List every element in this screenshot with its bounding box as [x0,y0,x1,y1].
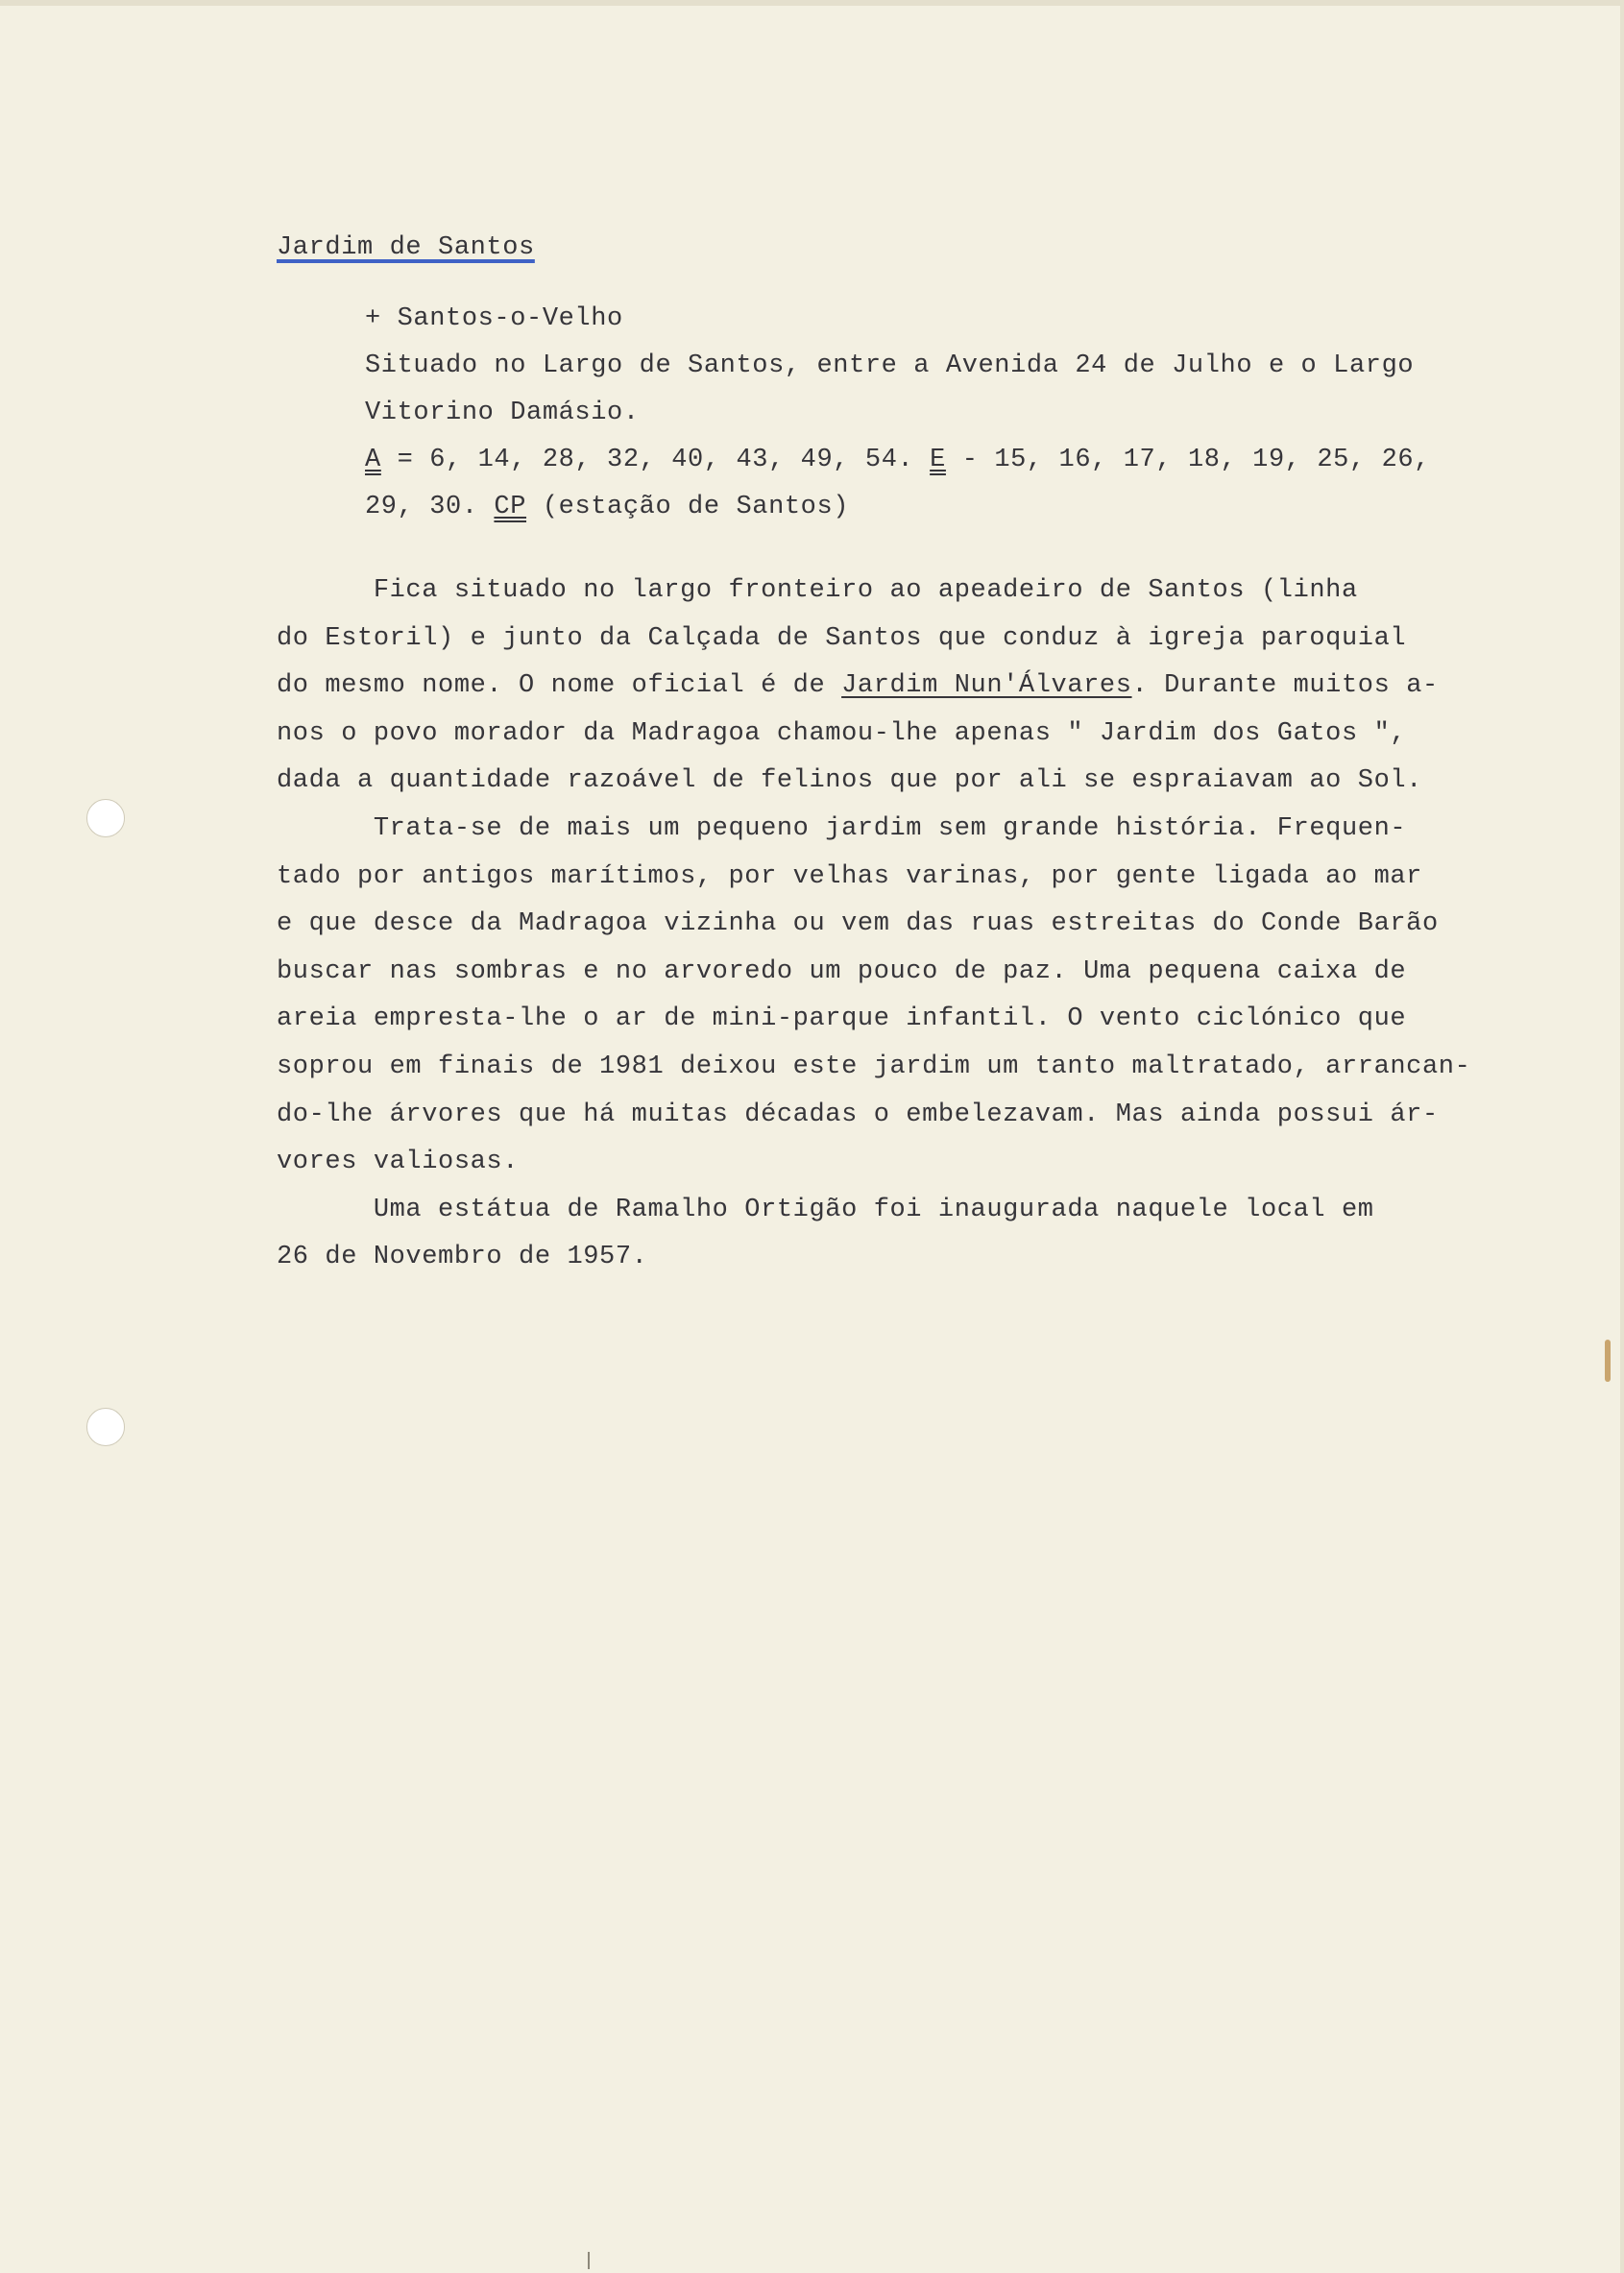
body-line-7: tado por antigos marítimos, por velhas varinas, por gente ligada ao mar [277,861,1422,891]
body-line-3: do mesmo nome. O nome oficial é de [277,671,842,701]
body-line-4: nos o povo morador da Madragoa chamou-lhe apenas " Jardim dos Gatos ", [277,718,1407,748]
body-line-8: e que desce da Madragoa vizinha ou vem das ruas estreitas do Conde Barão [277,909,1439,939]
binder-mark [1605,1340,1611,1382]
body-line-12: do-lhe árvores que há muitas décadas o embelezavam. Mas ainda possui ár- [277,1100,1439,1129]
bus-label: A [365,446,381,474]
train-label: CP [494,493,527,521]
body-line-14: Uma estátua de Ramalho Ortigão foi inaugurada naquele local em [277,1195,1374,1224]
tram-label: E [930,446,946,474]
tram-lines-2: 29, 30. [365,493,495,521]
location-line-2: Vitorino Damásio. [365,399,640,427]
body-line-2: do Estoril) e junto da Calçada de Santos que conduz à igreja paroquial [277,623,1407,653]
body-text [277,568,1470,1282]
bus-lines: = 6, 14, 28, 32, 40, 43, 49, 54. [380,446,931,474]
body-line-3-end: . Durante muitos a- [1131,671,1439,701]
page-top-edge [0,0,1624,6]
official-name: Jardim Nun'Álvares [841,671,1132,701]
document-title [277,232,535,264]
parish-line: + Santos-o-Velho [365,304,623,333]
punch-hole-lower [86,1408,125,1446]
page-right-edge [1620,0,1624,2273]
body-line-15: 26 de Novembro de 1957. [277,1243,648,1272]
body-line-13: vores valiosas. [277,1148,520,1177]
location-info-block [365,296,1430,531]
body-line-6: Trata-se de mais um pequeno jardim sem grande história. Frequen- [277,813,1407,843]
location-line-1: Situado no Largo de Santos, entre a Avenida 24 de Julho e o Largo [365,351,1415,380]
paper-mark [588,2252,590,2269]
body-line-10: areia empresta-lhe o ar de mini-parque infantil. O vento ciclónico que [277,1004,1407,1034]
body-line-9: buscar nas sombras e no arvoredo um pouco de paz. Uma pequena caixa de [277,956,1407,986]
train-station: (estação de Santos) [526,493,850,521]
punch-hole-upper [86,799,125,837]
document-title-text: Jardim de Santos [277,233,535,262]
tram-lines-1: - 15, 16, 17, 18, 19, 25, 26, [945,446,1431,474]
body-line-5: dada a quantidade razoável de felinos que por ali se espraiavam ao Sol. [277,766,1422,796]
body-line-11: soprou em finais de 1981 deixou este jardim um tanto maltratado, arrancan- [277,1052,1471,1081]
body-line-1: Fica situado no largo fronteiro ao apeadeiro de Santos (linha [277,576,1358,605]
